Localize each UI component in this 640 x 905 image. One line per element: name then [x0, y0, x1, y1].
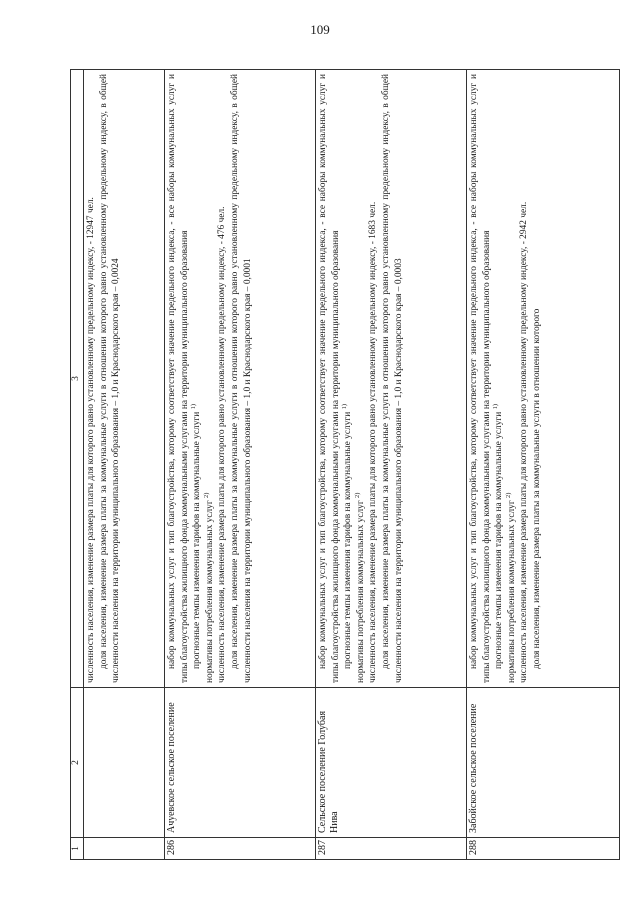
row-number	[84, 838, 165, 860]
desc-line	[98, 74, 123, 683]
desc-line	[216, 74, 229, 683]
table-row	[316, 70, 467, 860]
desc-text: прогнозные темпы изменения тарифов на коммунальные услуги	[494, 411, 505, 669]
row-description	[467, 70, 620, 688]
settlement-name: Забойское сельское поселение	[467, 688, 620, 838]
desc-line	[518, 74, 531, 683]
settlement-name	[84, 688, 165, 838]
row-description	[316, 70, 467, 688]
desc-line	[191, 74, 204, 683]
table-row	[165, 70, 316, 860]
desc-text: набор коммунальных услуг и тип благоустройства, которому соответствует значение предельного индекса, - все наборы коммунальных услуг и типы благоустройства жилищного фонда коммунальными услугами на территории муниципального образования	[318, 74, 341, 683]
header-col-3: 3	[71, 70, 84, 688]
desc-line	[204, 74, 217, 683]
tariff-table	[70, 69, 620, 860]
row-description	[165, 70, 316, 688]
desc-text: нормативы потребления коммунальных услуг	[204, 500, 215, 683]
header-row	[71, 70, 84, 860]
desc-line	[506, 74, 519, 683]
desc-line	[229, 74, 254, 683]
desc-text: доля населения, изменение размера платы за коммунальные услуги в отношении которого равно установленному предельному индексу, в общей численности населения на территории муниципального образования – 1,0 и Краснодарского края – 0,0003	[380, 74, 404, 683]
desc-line	[531, 74, 544, 683]
table-row	[467, 70, 620, 860]
desc-text: доля населения, изменение размера платы за коммунальные услуги в отношении которого	[531, 308, 542, 669]
desc-text: численность населения, изменение размера платы для которого равно установленному предельному индексу, - 1683 чел.	[368, 201, 379, 683]
desc-line	[317, 74, 342, 683]
desc-text: доля населения, изменение размера платы за коммунальные услуги в отношении которого равно установленному предельному индексу, в общей численности населения на территории муниципального образования – 1,0 и Краснодарского края – 0,0001	[229, 74, 253, 683]
footnote-mark: 2)	[353, 492, 361, 498]
row-number: 287	[316, 838, 467, 860]
desc-line	[367, 74, 380, 683]
desc-line	[85, 74, 98, 683]
header-col-2: 2	[71, 688, 84, 838]
desc-text: нормативы потребления коммунальных услуг	[355, 500, 366, 683]
table-row	[84, 70, 165, 860]
desc-line	[166, 74, 191, 683]
header-col-1: 1	[71, 838, 84, 860]
desc-text: численность населения, изменение размера платы для которого равно установленному предельному индексу, - 476 чел.	[217, 206, 228, 683]
desc-line	[342, 74, 355, 683]
desc-line	[355, 74, 368, 683]
settlement-name: Ачуевское сельское поселение	[165, 688, 316, 838]
row-number: 286	[165, 838, 316, 860]
footnote-mark: 1)	[190, 403, 198, 410]
desc-text: набор коммунальных услуг и тип благоустройства, которому соответствует значение предельного индекса, - все наборы коммунальных услуг и типы благоустройства жилищного фонда коммунальными услугами на территории муниципального образования	[469, 74, 492, 683]
desc-text: доля населения, изменение размера платы за коммунальные услуги в отношении которого равно установленному предельному индексу, в общей численности населения на территории муниципального образования – 1,0 и Краснодарского края – 0,0024	[98, 74, 122, 683]
rotated-table-wrapper	[70, 70, 610, 860]
desc-text: прогнозные темпы изменения тарифов на коммунальные услуги	[192, 411, 203, 669]
desc-text: набор коммунальных услуг и тип благоустройства, которому соответствует значение предельного индекса, - все наборы коммунальных услуг и типы благоустройства жилищного фонда коммунальными услугами на территории муниципального образования	[167, 74, 190, 683]
page-number: 109	[310, 22, 330, 37]
footnote-mark: 2)	[504, 492, 512, 498]
footnote-mark: 1)	[341, 403, 349, 410]
row-number: 288	[467, 838, 620, 860]
footnote-mark: 2)	[202, 492, 210, 498]
desc-line	[380, 74, 405, 683]
desc-line	[468, 74, 493, 683]
desc-text: прогнозные темпы изменения тарифов на коммунальные услуги	[343, 411, 354, 669]
row-description	[84, 70, 165, 688]
desc-line	[493, 74, 506, 683]
footnote-mark: 1)	[492, 403, 500, 410]
settlement-name: Сельское поселение Голубая Нива	[316, 688, 467, 838]
desc-text: численность населения, изменение размера платы для которого равно установленному предельному индексу, - 12947 чел.	[86, 197, 96, 683]
desc-text: численность населения, изменение размера платы для которого равно установленному предельному индексу, - 2942 чел.	[519, 201, 530, 683]
desc-text: нормативы потребления коммунальных услуг	[506, 500, 517, 683]
